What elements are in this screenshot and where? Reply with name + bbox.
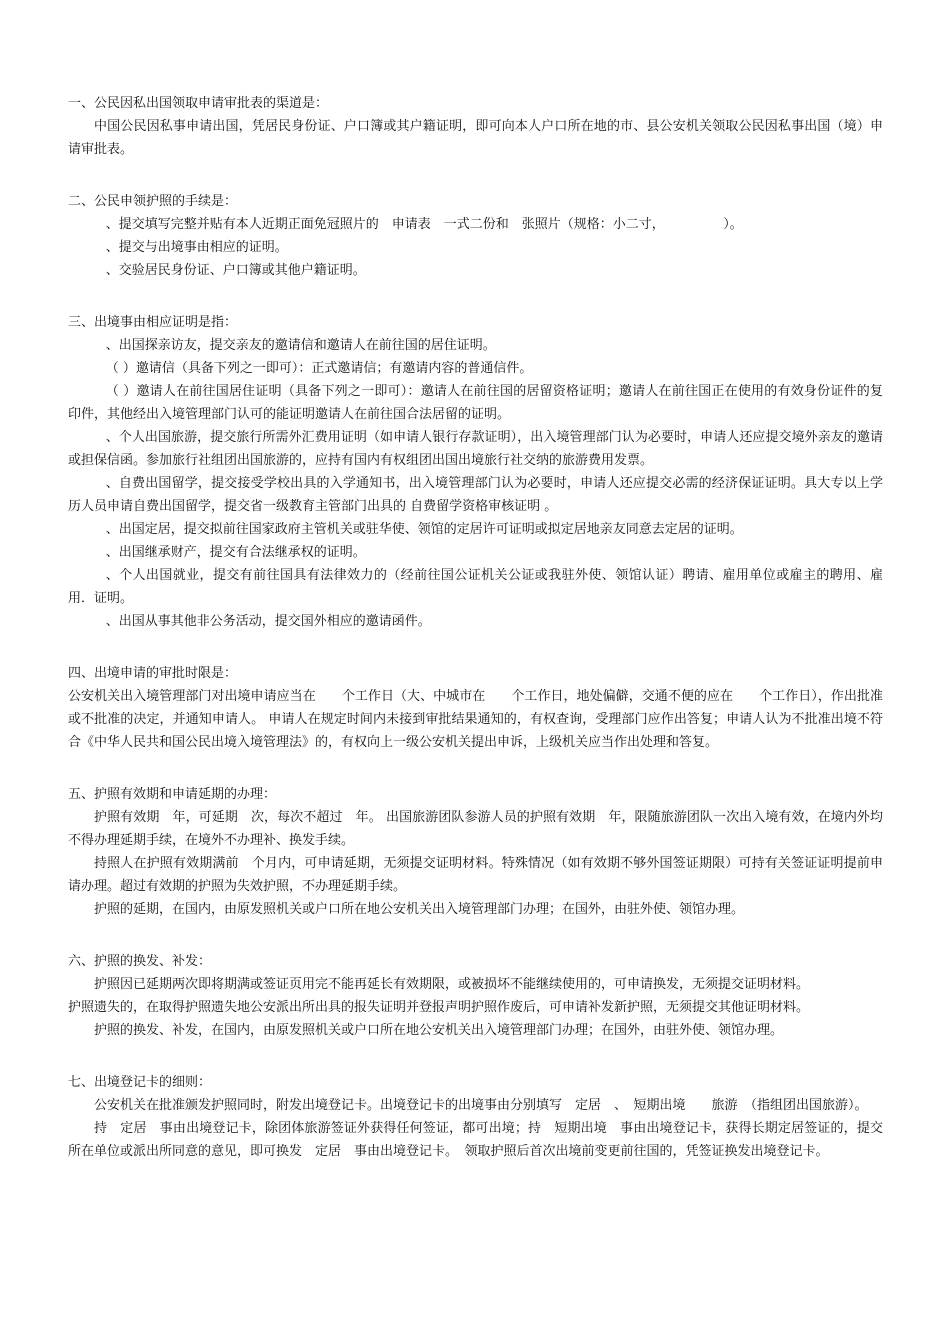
paragraph: 持照人在护照有效期满前 个月内，可申请延期，无须提交证明材料。特殊情况（如有效期不够外国签证期限）可持有关签证证明提前申请办理。超过有效期的护照为失效护照，不办理延期手续。	[68, 856, 883, 894]
paragraph: 护照的延期，在国内，由原发照机关或户口所在地公安机关出入境管理部门办理；在国外，由驻外使、领馆办理。	[94, 902, 745, 917]
list-item: 、提交与出境事由相应的证明。	[105, 240, 288, 255]
section-heading: 六、护照的换发、补发：	[68, 954, 212, 969]
list-item: 、提交填写完整并贴有本人近期正面免冠照片的 申请表 一式二份和 张照片（规格：小二寸， ）。	[105, 217, 743, 232]
section-heading: 五、护照有效期和申请延期的办理：	[68, 787, 277, 802]
list-item: 、出国定居，提交拟前往国家政府主管机关或驻华使、领馆的定居许可证明或拟定居地亲友同意去定居的证明。	[105, 522, 743, 537]
paragraph: 公安机关在批准颁发护照同时，附发出境登记卡。出境登记卡的出境事由分别填写 定居 、 短期出境 旅游 （指组团出国旅游）。	[94, 1098, 868, 1113]
paragraph: 持 定居 事由出境登记卡，除团体旅游签证外获得任何签证，都可出境；持 短期出境 事由出境登记卡，获得长期定居签证的，提交所在单位或派出所同意的意见，即可换发 定居 事由出境登记卡。 领取护照后首次出境前变更前往国的，凭签证换发出境登记卡。	[68, 1121, 883, 1159]
section-6	[68, 950, 883, 1042]
list-item: 、自费出国留学，提交接受学校出具的入学通知书，出入境管理部门认为必要时，申请人还应提交必需的经济保证证明。具大专以上学历人员申请自费出国留学，提交省一级教育主管部门出具的 自费留学资格审核证明 。	[68, 476, 883, 514]
list-item: 、个人出国旅游，提交旅行所需外汇费用证明（如申请人银行存款证明），出入境管理部门认为必要时，申请人还应提交境外亲友的邀请或担保信函。参加旅行社组团出国旅游的，应持有国内有权组团出国出境旅行社交纳的旅游费用发票。	[68, 430, 883, 468]
list-item: 、出国探亲访友，提交亲友的邀请信和邀请人在前往国的居住证明。	[105, 338, 496, 353]
paragraph: 护照的换发、补发，在国内，由原发照机关或户口所在地公安机关出入境管理部门办理；在国外，由驻外使、领馆办理。	[94, 1023, 784, 1038]
list-item: 、交验居民身份证、户口簿或其他户籍证明。	[105, 263, 366, 278]
paragraph: 护照因已延期两次即将期满或签证页用完不能再延长有效期限，或被损坏不能继续使用的，可申请换发，无须提交证明材料。	[94, 977, 810, 992]
section-heading: 三、出境事由相应证明是指：	[68, 315, 238, 330]
list-item: 、出国从事其他非公务活动，提交国外相应的邀请函件。	[105, 614, 431, 629]
paragraph: 护照有效期 年，可延期 次，每次不超过 年。 出国旅游团队参游人员的护照有效期 年，限随旅游团队一次出入境有效，在境内外均不得办理延期手续，在境外不办理补、换发手续。	[68, 810, 883, 848]
section-heading: 一、公民因私出国领取申请审批表的渠道是：	[68, 96, 329, 111]
section-1	[68, 92, 883, 161]
section-heading: 七、出境登记卡的细则：	[68, 1075, 212, 1090]
document-page	[68, 92, 883, 1192]
list-item: （ ）邀请人在前往国居住证明（具备下列之一即可）：邀请人在前往国的居留资格证明；邀请人在前往国正在使用的有效身份证件的复印件，其他经出入境管理部门认可的能证明邀请人在前往国合法居留的证明。	[68, 384, 883, 422]
list-item: 、出国继承财产，提交有合法继承权的证明。	[105, 545, 366, 560]
section-heading: 二、公民申领护照的手续是：	[68, 194, 238, 209]
paragraph: 护照遗失的，在取得护照遗失地公安派出所出具的报失证明并登报声明护照作废后，可申请补发新护照，无须提交其他证明材料。	[68, 1000, 810, 1015]
section-7	[68, 1071, 883, 1163]
section-5	[68, 783, 883, 921]
paragraph: 中国公民因私事申请出国，凭居民身份证、户口簿或其户籍证明，即可向本人户口所在地的市、县公安机关领取公民因私事出国（境）申请审批表。	[68, 119, 883, 157]
section-3	[68, 311, 883, 633]
paragraph: 公安机关出入境管理部门对出境申请应当在 个工作日（大、中城市在 个工作日，地处偏僻，交通不便的应在 个工作日），作出批准或不批准的决定，并通知申请人。 申请人在规定时间内未接到审批结果通知的，有权查询，受理部门应作出答复；申请人认为不批准出境不符合《中华人民共和国公民出境入境管理法》的，有权向上一级公安机关提出申诉，上级机关应当作出处理和答复。	[68, 689, 883, 750]
list-item: （ ）邀请信（具备下列之一即可）：正式邀请信；有邀请内容的普通信件。	[105, 361, 533, 376]
list-item: 、个人出国就业，提交有前往国具有法律效力的（经前往国公证机关公证或我驻外使、领馆认证）聘请、雇用单位或雇主的聘用、雇用．证明。	[68, 568, 883, 606]
section-2	[68, 190, 883, 282]
section-heading: 四、出境申请的审批时限是：	[68, 666, 238, 681]
section-4	[68, 662, 883, 754]
